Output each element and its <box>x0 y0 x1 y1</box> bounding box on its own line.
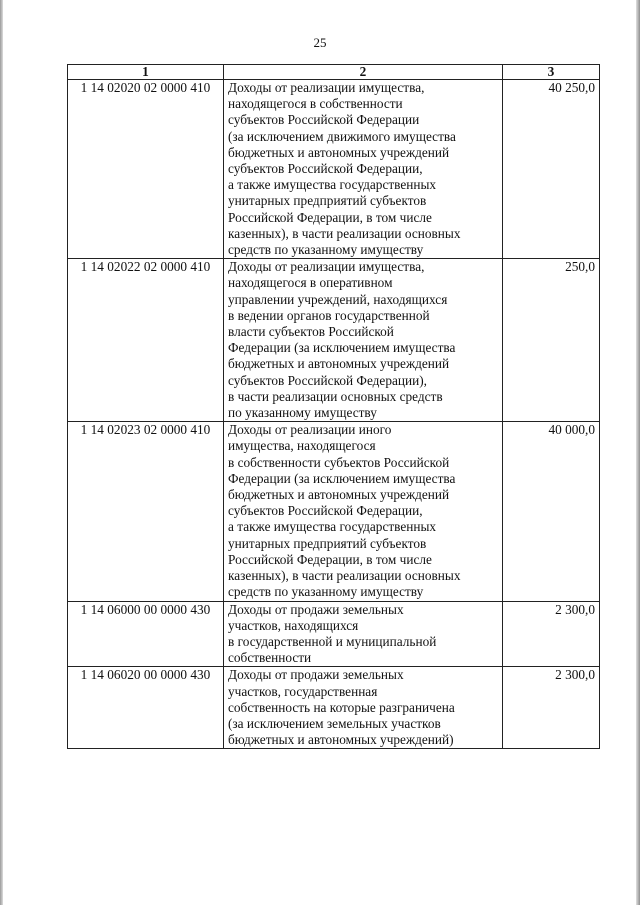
description-line: (за исключением движимого имущества <box>228 128 456 144</box>
description-line: Доходы от реализации иного <box>228 422 392 438</box>
description-line: собственность на которые разграничена <box>228 699 455 715</box>
revenue-amount: 2 300,0 <box>503 667 600 749</box>
description-line: средств по указанному имуществу <box>228 584 424 600</box>
description-line: участков, находящихся <box>228 617 359 633</box>
description-line: субъектов Российской Федерации, <box>228 503 423 519</box>
column-header-2: 2 <box>224 65 503 80</box>
description-line: в ведении органов государственной <box>228 307 430 323</box>
description-line: в собственности субъектов Российской <box>228 454 450 470</box>
header-row <box>68 65 600 80</box>
revenue-amount: 2 300,0 <box>503 601 600 667</box>
description-line: бюджетных и автономных учреждений <box>228 356 450 372</box>
description-line: а также имущества государственных <box>228 519 437 535</box>
description-line: (за исключением земельных участков <box>228 715 441 731</box>
description-line: находящегося в собственности <box>228 96 403 112</box>
description-line: бюджетных и автономных учреждений) <box>228 732 454 748</box>
description-line: имущества, находящегося <box>228 438 376 454</box>
description-line: Доходы от реализации имущества, <box>228 80 425 95</box>
description-line: субъектов Российской Федерации <box>228 112 420 128</box>
description-line: участков, государственная <box>228 683 378 699</box>
revenue-amount: 250,0 <box>503 259 600 422</box>
description-line: Федерации (за исключением имущества <box>228 470 456 486</box>
table-row <box>68 422 600 601</box>
table-row <box>68 667 600 749</box>
description-line: казенных), в части реализации основных <box>228 225 461 241</box>
page-edge-right <box>636 0 640 905</box>
description-line: Федерации (за исключением имущества <box>228 340 456 356</box>
description-line: находящегося в оперативном <box>228 275 393 291</box>
description-line: казенных), в части реализации основных <box>228 568 461 584</box>
description-line: средств по указанному имуществу <box>228 242 424 258</box>
page-number: 25 <box>313 35 327 50</box>
column-header-3: 3 <box>503 65 600 80</box>
description-line: субъектов Российской Федерации), <box>228 372 427 388</box>
description-line: собственности <box>228 650 312 666</box>
description-line: в части реализации основных средств <box>228 388 443 404</box>
description-line: управлении учреждений, находящихся <box>228 291 448 307</box>
column-header-1: 1 <box>68 65 224 80</box>
description-line: бюджетных и автономных учреждений <box>228 144 450 160</box>
revenue-description <box>224 259 503 422</box>
description-line: бюджетных и автономных учреждений <box>228 487 450 503</box>
description-line: унитарных предприятий субъектов <box>228 535 427 551</box>
description-line: Доходы от продажи земельных <box>228 601 404 617</box>
revenue-amount: 40 250,0 <box>503 80 600 259</box>
description-line: субъектов Российской Федерации, <box>228 161 423 177</box>
revenue-description <box>224 422 503 601</box>
description-line: Российской Федерации, в том числе <box>228 551 432 567</box>
description-line: унитарных предприятий субъектов <box>228 193 427 209</box>
description-line: в государственной и муниципальной <box>228 633 437 649</box>
revenue-description <box>224 667 503 749</box>
description-line: Российской Федерации, в том числе <box>228 209 432 225</box>
table-row <box>68 259 600 422</box>
revenue-code: 1 14 02022 02 0000 410 <box>68 259 224 422</box>
table-body <box>68 80 600 749</box>
revenue-code: 1 14 02023 02 0000 410 <box>68 422 224 601</box>
revenue-code: 1 14 06020 00 0000 430 <box>68 667 224 749</box>
description-line: по указанному имуществу <box>228 405 377 421</box>
table-row <box>68 601 600 667</box>
description-line: Доходы от продажи земельных <box>228 667 404 683</box>
table-row <box>68 80 600 259</box>
page-edge-left <box>0 0 3 905</box>
description-line: Доходы от реализации имущества, <box>228 259 425 275</box>
revenue-code: 1 14 02020 02 0000 410 <box>68 80 224 259</box>
revenue-table <box>67 64 600 749</box>
revenue-description <box>224 80 503 259</box>
description-line: власти субъектов Российской <box>228 324 394 340</box>
revenue-code: 1 14 06000 00 0000 430 <box>68 601 224 667</box>
revenue-description <box>224 601 503 667</box>
description-line: а также имущества государственных <box>228 177 437 193</box>
revenue-amount: 40 000,0 <box>503 422 600 601</box>
